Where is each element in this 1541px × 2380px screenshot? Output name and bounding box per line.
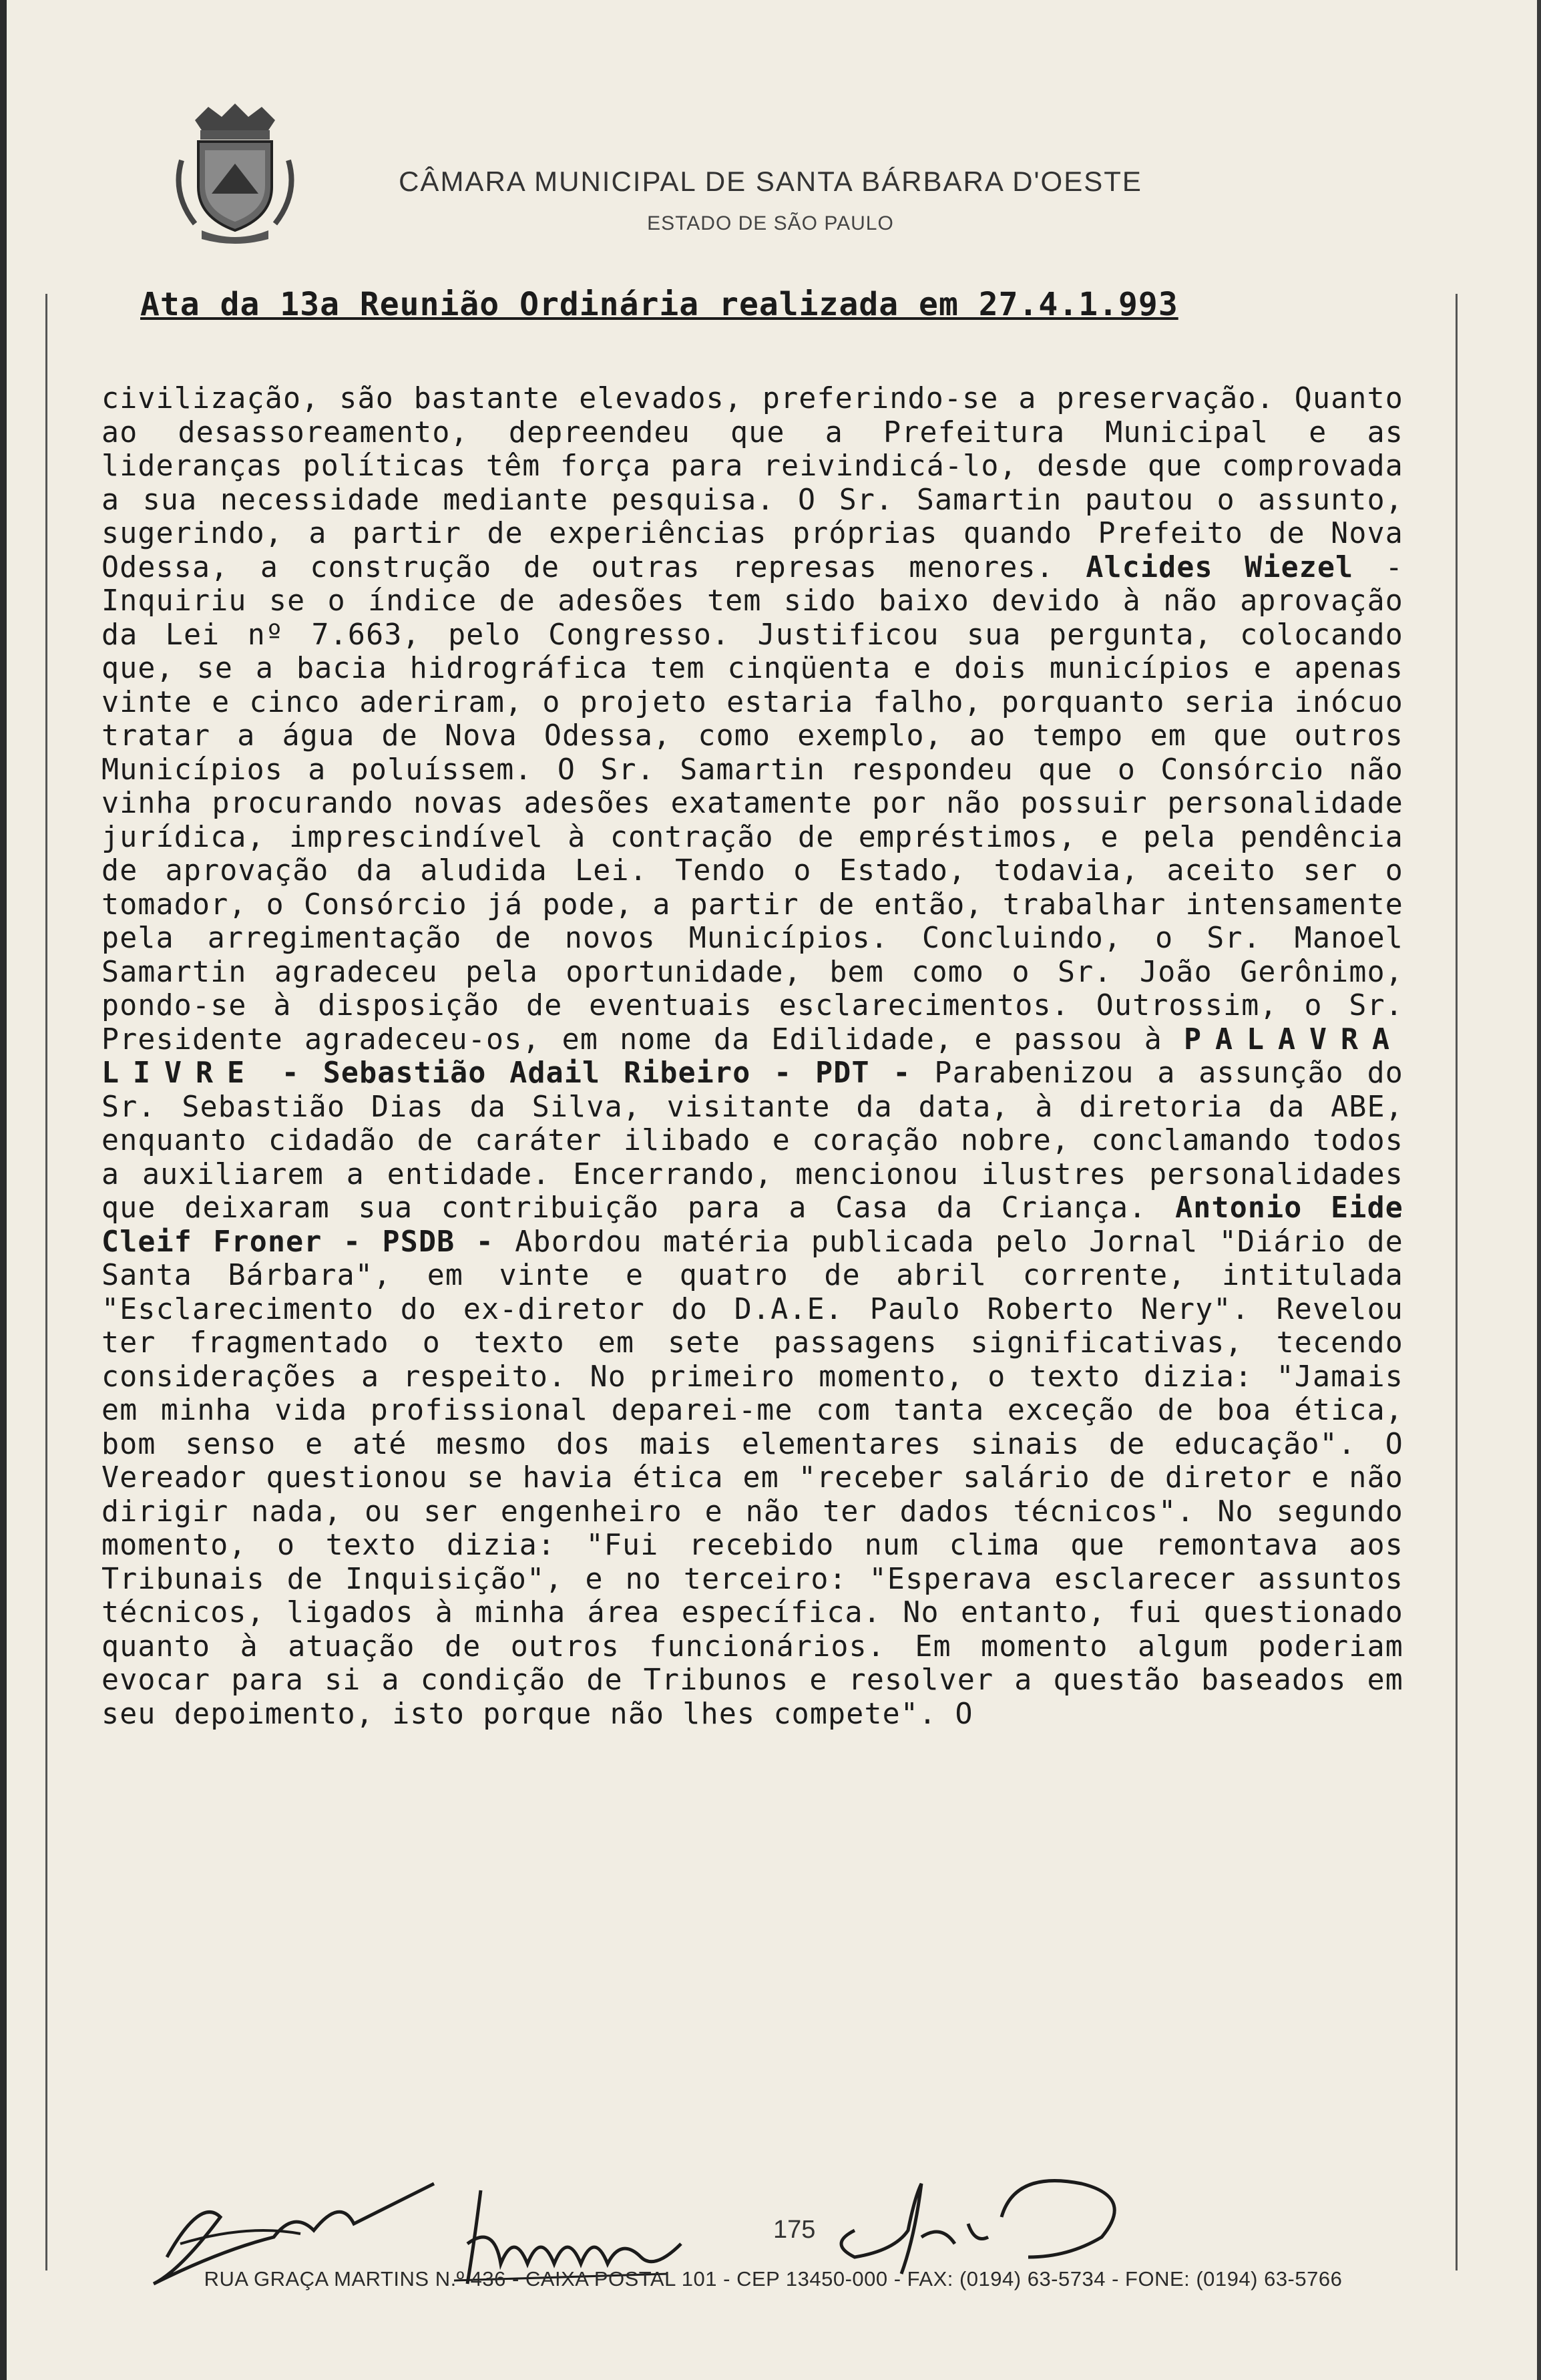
- page-number: 175: [773, 2216, 816, 2244]
- margin-rule-left: [45, 294, 47, 2270]
- paragraph-1: civilização, são bastante elevados, preferindo-se a preservação. Quanto ao desassoreamento, depreendeu que a Prefeitura Municipal e as lideranças políticas têm força para reivindicá-lo, desde que comprovada a sua necessidade mediante pesquisa. O Sr. Samartin pautou o assunto, sugerindo, a partir de experiências próprias quando Prefeito de Nova Odessa, a construção de outras represas menores.: [101, 382, 1403, 584]
- scan-edge-right: [1537, 0, 1541, 2380]
- speaker-sebastiao-adail-ribeiro: - Sebastião Adail Ribeiro - PDT -: [281, 1056, 911, 1090]
- paragraph-2: - Inquiriu se o índice de adesões tem sido baixo devido à não aprovação da Lei nº 7.663, pelo Congresso. Justificou sua pergunta, colocando que, se a bacia hidrográfica tem cinqüenta e dois municípios e apenas vinte e cinco aderiram, o projeto estaria falho, porquanto seria inócuo tratar a água de Nova Odessa, como exemplo, ao tempo em que outros Municípios a poluíssem. O Sr. Samartin respondeu que o Consórcio não vinha procurando novas adesões exatamente por não possuir personalidade jurídica, imprescindível à contração de empréstimos, e pela pendência de aprovação da aludida Lei. Tendo o Estado, todavia, aceito ser o tomador, o Consórcio já pode, a partir de então, trabalhar intensamente pela arregimentação de novos Municípios. Concluindo, o Sr. Manoel Samartin agradeceu pela oportunidade, bem como o Sr. João Gerônimo, pondo-se à disposição de eventuais esclarecimentos. Outrossim, o Sr. Presidente agradeceu-os, em nome da Edilidade, e passou à: [101, 550, 1403, 1056]
- document-title: Ata da 13a Reunião Ordinária realizada em 27.4.1.993: [140, 286, 1178, 323]
- minutes-body: [101, 382, 1403, 1731]
- margin-rule-right: [1456, 294, 1458, 2270]
- signature-3: [815, 2157, 1162, 2284]
- organization-name: CÂMARA MUNICIPAL DE SANTA BÁRBARA D'OESTE: [399, 166, 1142, 197]
- scan-edge-left: [0, 0, 7, 2380]
- state-name: ESTADO DE SÃO PAULO: [647, 212, 894, 234]
- footer-address: RUA GRAÇA MARTINS N.º 436 - CAIXA POSTAL 101 - CEP 13450-000 - FAX: (0194) 63-5734 - FONE: (0194) 63-5766: [204, 2267, 1343, 2291]
- speaker-alcides-wiezel: Alcides Wiezel: [1086, 550, 1354, 584]
- section-palavra-livre: PALAVRA LIVRE: [101, 1022, 1403, 1090]
- paragraph-3: Parabenizou a assunção do Sr. Sebastião Dias da Silva, visitante da data, à diretoria da ABE, enquanto cidadão de caráter ilibado e coração nobre, conclamando todos a auxiliarem a entidade. Encerrando, mencionou ilustres personalidades que deixaram sua contribuição para a Casa da Criança.: [101, 1056, 1404, 1225]
- speaker-antonio-froner: Antonio Eide Cleif Froner - PSDB -: [101, 1191, 1403, 1259]
- paragraph-4: Abordou matéria publicada pelo Jornal "Diário de Santa Bárbara", em vinte e quatro de abril corrente, intitulada "Esclarecimento do ex-diretor do D.A.E. Paulo Roberto Nery". Revelou ter fragmentado o texto em sete passagens significativas, tecendo considerações a respeito. No primeiro momento, o texto dizia: "Jamais em minha vida profissional deparei-me com tanta exceção de boa ética, bom senso e até mesmo dos mais elementares sinais de educação". O Vereador questionou se havia ética em "receber salário de diretor e não dirigir nada, ou ser engenheiro e não ter dados técnicos". No segundo momento, o texto dizia: "Fui recebido num clima que remontava aos Tribunais de Inquisição", e no terceiro: "Esperava esclarecer assuntos técnicos, ligados à minha área específica. No entanto, fui questionado quanto à atuação de outros funcionários. Em momento algum poderiam evocar para si a condição de Tribunos e resolver a questão baseados em seu depoimento, isto porque não lhes compete". O: [101, 1225, 1403, 1731]
